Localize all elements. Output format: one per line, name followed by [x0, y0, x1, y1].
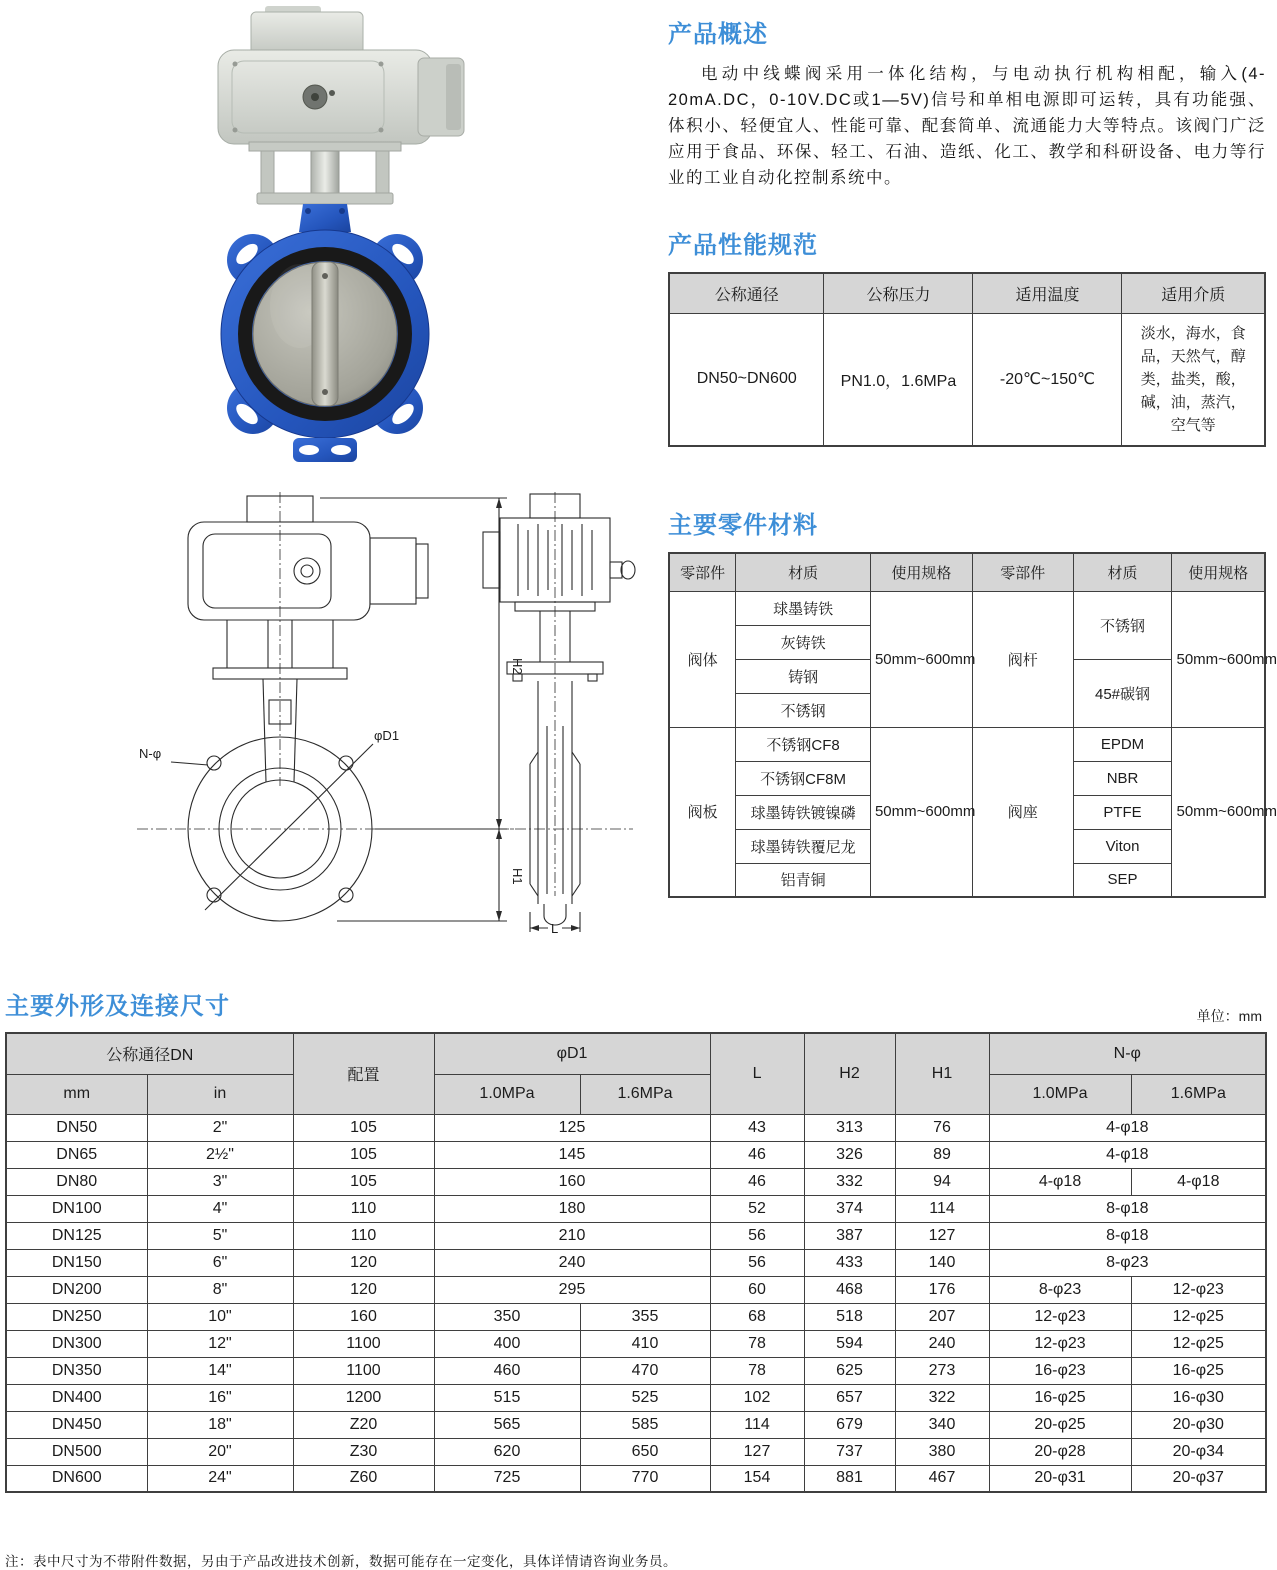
cell-h1: 94 — [895, 1168, 989, 1195]
cell-h1: 467 — [895, 1465, 989, 1492]
cell-h2: 313 — [804, 1114, 895, 1141]
cell-h1: 240 — [895, 1330, 989, 1357]
label-h2: H2 — [510, 658, 525, 675]
cell-h1: 176 — [895, 1276, 989, 1303]
cell-inch: 24" — [147, 1465, 293, 1492]
cell-l: 43 — [710, 1114, 804, 1141]
front-view-drawing — [137, 492, 525, 921]
label-h1: H1 — [510, 868, 525, 885]
cell-n-16mpa: 4-φ18 — [1131, 1168, 1266, 1195]
cell-l: 46 — [710, 1168, 804, 1195]
cell-h1: 380 — [895, 1438, 989, 1465]
dimension-row — [6, 1438, 1266, 1465]
cell-n-16mpa: 12-φ23 — [1131, 1276, 1266, 1303]
cell-h1: 140 — [895, 1249, 989, 1276]
cell-h1: 273 — [895, 1357, 989, 1384]
cell-d1-10mpa: 515 — [434, 1384, 580, 1411]
cell-dn: DN50 — [6, 1114, 147, 1141]
cell-d1-16mpa: 650 — [580, 1438, 710, 1465]
cell-n-10mpa: 20-φ25 — [989, 1411, 1131, 1438]
dimensions-table — [5, 1032, 1267, 1493]
cell-n-10mpa: 20-φ31 — [989, 1465, 1131, 1492]
cell-d1: 145 — [434, 1141, 710, 1168]
cell-h2: 881 — [804, 1465, 895, 1492]
cell-d1-10mpa: 725 — [434, 1465, 580, 1492]
cell-dn: DN125 — [6, 1222, 147, 1249]
overview-title: 产品概述 — [668, 21, 768, 48]
dimension-row — [6, 1357, 1266, 1384]
seat-material: Viton — [1073, 829, 1172, 863]
header-d1-16mpa: 1.6MPa — [580, 1074, 710, 1114]
cell-n-10mpa: 8-φ23 — [989, 1276, 1131, 1303]
mat-header-part2: 零部件 — [972, 553, 1073, 591]
label-l: L — [551, 921, 559, 936]
cell-h2: 594 — [804, 1330, 895, 1357]
stem-spec: 50mm~600mm — [1172, 591, 1265, 727]
cell-d1: 295 — [434, 1276, 710, 1303]
cell-h2: 468 — [804, 1276, 895, 1303]
cell-l: 78 — [710, 1330, 804, 1357]
cell-d1: 180 — [434, 1195, 710, 1222]
cell-n: 8-φ18 — [989, 1222, 1266, 1249]
cell-dn: DN250 — [6, 1303, 147, 1330]
cell-d1-16mpa: 410 — [580, 1330, 710, 1357]
cell-d1: 160 — [434, 1168, 710, 1195]
cell-n-16mpa: 12-φ25 — [1131, 1330, 1266, 1357]
cell-d1-16mpa: 355 — [580, 1303, 710, 1330]
dimensions-title: 主要外形及连接尺寸 — [5, 993, 230, 1020]
overview-text: 电动中线蝶阀采用一体化结构，与电动执行机构相配，输入(4-20mA.DC，0-10V.DC或1—5V)信号和单相电源即可运转，具有功能强、体积小、轻便宜人、性能可靠、配套简单、流通能力大等特点。该阀门广泛应用于食品、环保、轻工、石油、造纸、化工、教学和科研设备、电力等行业的工业自动化控制系统中。 — [668, 65, 1266, 187]
cell-n-10mpa: 16-φ23 — [989, 1357, 1131, 1384]
mat-header-spec: 使用规格 — [870, 553, 972, 591]
perf-diameter: DN50~DN600 — [669, 313, 824, 446]
cell-n: 4-φ18 — [989, 1141, 1266, 1168]
valve-body-material: 灰铸铁 — [736, 625, 871, 659]
performance-header-row — [669, 273, 1265, 313]
cell-d1-16mpa: 525 — [580, 1384, 710, 1411]
cell-config: 160 — [293, 1303, 434, 1330]
cell-config: 105 — [293, 1168, 434, 1195]
header-n-16mpa: 1.6MPa — [1131, 1074, 1266, 1114]
cell-config: 110 — [293, 1195, 434, 1222]
seat-material: SEP — [1073, 863, 1172, 897]
cell-n: 8-φ23 — [989, 1249, 1266, 1276]
perf-temperature: -20℃~150℃ — [973, 313, 1122, 446]
performance-title: 产品性能规范 — [668, 232, 818, 259]
footnote: 注：表中尺寸为不带附件数据，另由于产品改进技术创新，数据可能存在一定变化，具体详情请咨询业务员。 — [5, 1553, 677, 1569]
dimensions-header-row-2 — [6, 1074, 1266, 1114]
label-d1: φD1 — [374, 728, 400, 743]
label-n-phi: N-φ — [139, 746, 162, 761]
cell-d1-16mpa: 770 — [580, 1465, 710, 1492]
cell-config: 1200 — [293, 1384, 434, 1411]
cell-dn: DN80 — [6, 1168, 147, 1195]
cell-dn: DN100 — [6, 1195, 147, 1222]
cell-n: 8-φ18 — [989, 1195, 1266, 1222]
cell-l: 127 — [710, 1438, 804, 1465]
cell-n-10mpa: 12-φ23 — [989, 1303, 1131, 1330]
cell-d1-16mpa: 585 — [580, 1411, 710, 1438]
side-view-drawing — [477, 492, 635, 936]
part-valve-body: 阀体 — [669, 591, 736, 727]
cell-d1-10mpa: 620 — [434, 1438, 580, 1465]
dimension-row — [6, 1303, 1266, 1330]
cell-d1-10mpa: 565 — [434, 1411, 580, 1438]
cell-h1: 322 — [895, 1384, 989, 1411]
cell-config: 1100 — [293, 1330, 434, 1357]
cell-h2: 679 — [804, 1411, 895, 1438]
dimension-row — [6, 1249, 1266, 1276]
cell-dn: DN500 — [6, 1438, 147, 1465]
cell-inch: 6" — [147, 1249, 293, 1276]
dimensions-table-wrap — [5, 1032, 1265, 1493]
cell-h2: 625 — [804, 1357, 895, 1384]
valve-body-material: 铸钢 — [736, 659, 871, 693]
cell-d1: 210 — [434, 1222, 710, 1249]
dimensions-header-row-1 — [6, 1033, 1266, 1074]
perf-header-pressure: 公称压力 — [824, 273, 973, 313]
seat-spec: 50mm~600mm — [1172, 727, 1265, 897]
dimension-row — [6, 1276, 1266, 1303]
cell-d1-10mpa: 350 — [434, 1303, 580, 1330]
performance-table — [668, 272, 1266, 447]
cell-h2: 332 — [804, 1168, 895, 1195]
header-n-10mpa: 1.0MPa — [989, 1074, 1131, 1114]
dimension-row — [6, 1141, 1266, 1168]
valve-body-spec: 50mm~600mm — [870, 591, 972, 727]
cell-config: Z30 — [293, 1438, 434, 1465]
cell-inch: 16" — [147, 1384, 293, 1411]
cell-d1: 240 — [434, 1249, 710, 1276]
cell-n-16mpa: 12-φ25 — [1131, 1303, 1266, 1330]
cell-l: 60 — [710, 1276, 804, 1303]
cell-n-16mpa: 20-φ34 — [1131, 1438, 1266, 1465]
cell-dn: DN450 — [6, 1411, 147, 1438]
cell-dn: DN200 — [6, 1276, 147, 1303]
materials-section — [668, 505, 1277, 898]
header-d1-10mpa: 1.0MPa — [434, 1074, 580, 1114]
materials-row — [669, 591, 1265, 625]
materials-title: 主要零件材料 — [668, 512, 818, 539]
perf-header-media: 适用介质 — [1122, 273, 1265, 313]
disc-spec: 50mm~600mm — [870, 727, 972, 897]
technical-drawings — [75, 486, 640, 938]
part-seat: 阀座 — [972, 727, 1073, 897]
cell-l: 154 — [710, 1465, 804, 1492]
mat-header-material2: 材质 — [1073, 553, 1172, 591]
cell-h2: 374 — [804, 1195, 895, 1222]
cell-config: 105 — [293, 1141, 434, 1168]
dimension-row — [6, 1411, 1266, 1438]
disc-material: 球墨铸铁镀镍磷 — [736, 795, 871, 829]
materials-row — [669, 727, 1265, 761]
cell-inch: 10" — [147, 1303, 293, 1330]
stem-material: 45#碳钢 — [1073, 659, 1172, 727]
cell-config: 110 — [293, 1222, 434, 1249]
cell-dn: DN400 — [6, 1384, 147, 1411]
part-stem: 阀杆 — [972, 591, 1073, 727]
cell-d1-10mpa: 400 — [434, 1330, 580, 1357]
seat-material: PTFE — [1073, 795, 1172, 829]
cell-inch: 5" — [147, 1222, 293, 1249]
cell-h1: 114 — [895, 1195, 989, 1222]
cell-d1-16mpa: 470 — [580, 1357, 710, 1384]
cell-config: 120 — [293, 1249, 434, 1276]
dimension-row — [6, 1465, 1266, 1492]
cell-l: 68 — [710, 1303, 804, 1330]
dimensions-table-body — [6, 1114, 1266, 1492]
cell-l: 78 — [710, 1357, 804, 1384]
mat-header-material: 材质 — [736, 553, 871, 591]
cell-config: Z20 — [293, 1411, 434, 1438]
mat-header-part: 零部件 — [669, 553, 736, 591]
cell-l: 46 — [710, 1141, 804, 1168]
cell-h1: 207 — [895, 1303, 989, 1330]
cell-n: 4-φ18 — [989, 1114, 1266, 1141]
cell-l: 56 — [710, 1222, 804, 1249]
cell-inch: 4" — [147, 1195, 293, 1222]
cell-h1: 340 — [895, 1411, 989, 1438]
cell-h2: 326 — [804, 1141, 895, 1168]
header-d1: φD1 — [434, 1033, 710, 1074]
cell-h2: 387 — [804, 1222, 895, 1249]
cell-inch: 14" — [147, 1357, 293, 1384]
cell-inch: 2½" — [147, 1141, 293, 1168]
cell-dn: DN300 — [6, 1330, 147, 1357]
cell-l: 114 — [710, 1411, 804, 1438]
header-n: N-φ — [989, 1033, 1266, 1074]
cell-inch: 12" — [147, 1330, 293, 1357]
cell-h2: 737 — [804, 1438, 895, 1465]
cell-config: 105 — [293, 1114, 434, 1141]
cell-dn: DN600 — [6, 1465, 147, 1492]
cell-inch: 20" — [147, 1438, 293, 1465]
seat-material: NBR — [1073, 761, 1172, 795]
mat-header-spec2: 使用规格 — [1172, 553, 1265, 591]
cell-h2: 433 — [804, 1249, 895, 1276]
overview-section — [668, 14, 1266, 447]
cell-n-16mpa: 16-φ25 — [1131, 1357, 1266, 1384]
dimension-row — [6, 1114, 1266, 1141]
cell-h1: 89 — [895, 1141, 989, 1168]
header-l: L — [710, 1033, 804, 1114]
header-config: 配置 — [293, 1033, 434, 1114]
cell-l: 52 — [710, 1195, 804, 1222]
performance-row — [669, 313, 1265, 446]
valve-disc — [245, 254, 405, 414]
disc-material: 铝青铜 — [736, 863, 871, 897]
cell-config: 120 — [293, 1276, 434, 1303]
cell-config: 1100 — [293, 1357, 434, 1384]
cell-n-16mpa: 20-φ37 — [1131, 1465, 1266, 1492]
cell-h2: 657 — [804, 1384, 895, 1411]
disc-material: 球墨铸铁覆尼龙 — [736, 829, 871, 863]
stem-material: 不锈钢 — [1073, 591, 1172, 659]
cell-d1-10mpa: 460 — [434, 1357, 580, 1384]
cell-config: Z60 — [293, 1465, 434, 1492]
mounting-bracket — [249, 142, 401, 204]
cell-n-16mpa: 16-φ30 — [1131, 1384, 1266, 1411]
product-photo — [165, 4, 525, 466]
header-inch: in — [147, 1074, 293, 1114]
cell-n-10mpa: 4-φ18 — [989, 1168, 1131, 1195]
dimension-row — [6, 1222, 1266, 1249]
dimension-row — [6, 1330, 1266, 1357]
cell-inch: 18" — [147, 1411, 293, 1438]
dimension-row — [6, 1168, 1266, 1195]
cell-l: 56 — [710, 1249, 804, 1276]
cell-h2: 518 — [804, 1303, 895, 1330]
cell-inch: 2" — [147, 1114, 293, 1141]
cell-inch: 3" — [147, 1168, 293, 1195]
actuator — [218, 6, 464, 144]
valve-body-material: 球墨铸铁 — [736, 591, 871, 625]
perf-header-diameter: 公称通径 — [669, 273, 824, 313]
cell-dn: DN150 — [6, 1249, 147, 1276]
perf-pressure: PN1.0，1.6MPa — [824, 313, 973, 446]
header-dn: 公称通径DN — [6, 1033, 293, 1074]
valve-body-material: 不锈钢 — [736, 693, 871, 727]
dimension-row — [6, 1195, 1266, 1222]
cell-dn: DN65 — [6, 1141, 147, 1168]
unit-label: 单位：mm — [1196, 1008, 1262, 1024]
cell-n-10mpa: 12-φ23 — [989, 1330, 1131, 1357]
seat-material: EPDM — [1073, 727, 1172, 761]
cell-n-10mpa: 20-φ28 — [989, 1438, 1131, 1465]
cell-n-16mpa: 20-φ30 — [1131, 1411, 1266, 1438]
cell-d1: 125 — [434, 1114, 710, 1141]
cell-l: 102 — [710, 1384, 804, 1411]
perf-header-temperature: 适用温度 — [973, 273, 1122, 313]
header-h2: H2 — [804, 1033, 895, 1114]
header-h1: H1 — [895, 1033, 989, 1114]
materials-header-row — [669, 553, 1265, 591]
part-disc: 阀板 — [669, 727, 736, 897]
perf-media: 淡水，海水，食品，天然气，醇类，盐类，酸，碱，油，蒸汽，空气等 — [1122, 313, 1265, 446]
cell-n-10mpa: 16-φ25 — [989, 1384, 1131, 1411]
cell-dn: DN350 — [6, 1357, 147, 1384]
cell-inch: 8" — [147, 1276, 293, 1303]
cell-h1: 127 — [895, 1222, 989, 1249]
cell-h1: 76 — [895, 1114, 989, 1141]
disc-material: 不锈钢CF8 — [736, 727, 871, 761]
disc-material: 不锈钢CF8M — [736, 761, 871, 795]
materials-table — [668, 552, 1277, 898]
header-mm: mm — [6, 1074, 147, 1114]
dimension-row — [6, 1384, 1266, 1411]
